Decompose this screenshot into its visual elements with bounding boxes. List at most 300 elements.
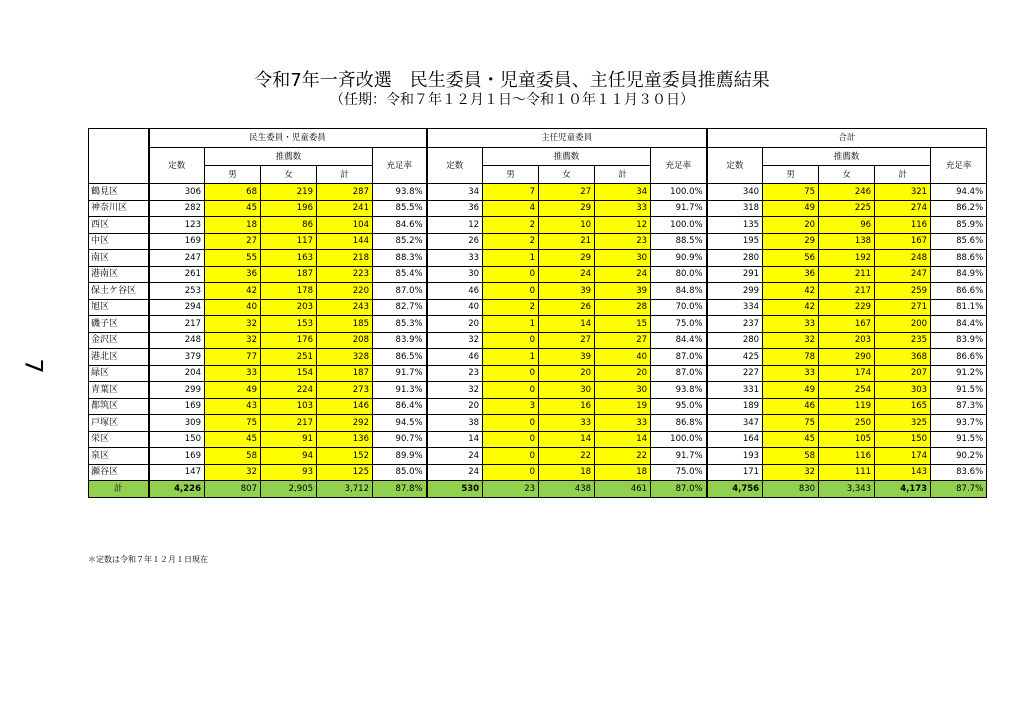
- ward-name-cell: 神奈川区: [89, 200, 149, 217]
- header-male: 男: [205, 166, 261, 184]
- m-sum-cell: 136: [317, 431, 373, 448]
- m-sum-cell: 146: [317, 398, 373, 415]
- t-sum-cell: 259: [875, 283, 931, 300]
- results-table: [88, 128, 987, 498]
- m-teisu-cell: 299: [149, 382, 205, 399]
- t-teisu-cell: 237: [707, 316, 763, 333]
- t-sum-cell: 150: [875, 431, 931, 448]
- m-female-cell: 103: [261, 398, 317, 415]
- t-sum-cell: 174: [875, 448, 931, 465]
- s-sum-cell: 24: [595, 266, 651, 283]
- s-sum-cell: 28: [595, 299, 651, 316]
- t-female-cell: 250: [819, 415, 875, 432]
- header-female: 女: [539, 166, 595, 184]
- s-male-cell: 1: [483, 316, 539, 333]
- t-jusoku-cell: 91.5%: [931, 382, 987, 399]
- t-jusoku-cell: 91.2%: [931, 365, 987, 382]
- table-row: [89, 464, 987, 481]
- t-jusoku-cell: 84.9%: [931, 266, 987, 283]
- s-teisu-cell: 23: [427, 365, 483, 382]
- m-male-cell: 45: [205, 200, 261, 217]
- t-male-cell: 56: [763, 250, 819, 267]
- s-jusoku-cell: 91.7%: [651, 200, 707, 217]
- ward-name-cell: 旭区: [89, 299, 149, 316]
- header-female: 女: [261, 166, 317, 184]
- s-sum-cell: 14: [595, 431, 651, 448]
- m-male-cell: 68: [205, 184, 261, 201]
- ward-name-cell: 保土ケ谷区: [89, 283, 149, 300]
- m-male-cell: 36: [205, 266, 261, 283]
- s-sum-cell: 22: [595, 448, 651, 465]
- m-female-cell: 187: [261, 266, 317, 283]
- m-sum-cell: 223: [317, 266, 373, 283]
- t-teisu-cell: 299: [707, 283, 763, 300]
- t-female-cell: 119: [819, 398, 875, 415]
- s-sum-cell: 30: [595, 250, 651, 267]
- ward-name-cell: 計: [89, 481, 149, 498]
- m-jusoku-cell: 85.3%: [373, 316, 427, 333]
- m-female-cell: 176: [261, 332, 317, 349]
- s-teisu-cell: 12: [427, 217, 483, 234]
- table-row: [89, 233, 987, 250]
- t-male-cell: 75: [763, 184, 819, 201]
- s-jusoku-cell: 70.0%: [651, 299, 707, 316]
- s-teisu-cell: 34: [427, 184, 483, 201]
- t-sum-cell: 207: [875, 365, 931, 382]
- m-male-cell: 18: [205, 217, 261, 234]
- s-sum-cell: 18: [595, 464, 651, 481]
- m-teisu-cell: 379: [149, 349, 205, 366]
- s-jusoku-cell: 75.0%: [651, 316, 707, 333]
- m-teisu-cell: 253: [149, 283, 205, 300]
- s-female-cell: 24: [539, 266, 595, 283]
- m-jusoku-cell: 87.0%: [373, 283, 427, 300]
- m-jusoku-cell: 85.2%: [373, 233, 427, 250]
- table-row: [89, 184, 987, 201]
- t-female-cell: 116: [819, 448, 875, 465]
- table-row: [89, 332, 987, 349]
- t-sum-cell: 271: [875, 299, 931, 316]
- m-jusoku-cell: 91.3%: [373, 382, 427, 399]
- s-jusoku-cell: 87.0%: [651, 481, 707, 498]
- header-male: 男: [483, 166, 539, 184]
- m-male-cell: 27: [205, 233, 261, 250]
- ward-name-cell: 港北区: [89, 349, 149, 366]
- t-teisu-cell: 280: [707, 250, 763, 267]
- m-female-cell: 178: [261, 283, 317, 300]
- t-male-cell: 78: [763, 349, 819, 366]
- m-jusoku-cell: 93.8%: [373, 184, 427, 201]
- header-teisu: 定数: [707, 148, 763, 184]
- s-male-cell: 0: [483, 448, 539, 465]
- m-teisu-cell: 247: [149, 250, 205, 267]
- t-female-cell: 203: [819, 332, 875, 349]
- m-sum-cell: 243: [317, 299, 373, 316]
- t-female-cell: 211: [819, 266, 875, 283]
- t-sum-cell: 368: [875, 349, 931, 366]
- m-sum-cell: 208: [317, 332, 373, 349]
- m-female-cell: 91: [261, 431, 317, 448]
- t-sum-cell: 325: [875, 415, 931, 432]
- s-teisu-cell: 26: [427, 233, 483, 250]
- header-jusoku: 充足率: [373, 148, 427, 184]
- table-row: [89, 415, 987, 432]
- m-female-cell: 153: [261, 316, 317, 333]
- s-teisu-cell: 36: [427, 200, 483, 217]
- s-teisu-cell: 46: [427, 283, 483, 300]
- t-teisu-cell: 189: [707, 398, 763, 415]
- t-male-cell: 46: [763, 398, 819, 415]
- t-male-cell: 20: [763, 217, 819, 234]
- s-jusoku-cell: 80.0%: [651, 266, 707, 283]
- t-female-cell: 229: [819, 299, 875, 316]
- t-female-cell: 290: [819, 349, 875, 366]
- s-female-cell: 438: [539, 481, 595, 498]
- s-male-cell: 23: [483, 481, 539, 498]
- m-female-cell: 163: [261, 250, 317, 267]
- s-female-cell: 39: [539, 349, 595, 366]
- t-teisu-cell: 280: [707, 332, 763, 349]
- m-male-cell: 49: [205, 382, 261, 399]
- m-teisu-cell: 169: [149, 448, 205, 465]
- m-male-cell: 32: [205, 464, 261, 481]
- header-male: 男: [763, 166, 819, 184]
- s-sum-cell: 19: [595, 398, 651, 415]
- t-sum-cell: 116: [875, 217, 931, 234]
- t-teisu-cell: 291: [707, 266, 763, 283]
- t-male-cell: 42: [763, 283, 819, 300]
- table-row: [89, 299, 987, 316]
- s-sum-cell: 34: [595, 184, 651, 201]
- t-male-cell: 32: [763, 332, 819, 349]
- t-female-cell: 96: [819, 217, 875, 234]
- m-jusoku-cell: 84.6%: [373, 217, 427, 234]
- t-teisu-cell: 4,756: [707, 481, 763, 498]
- m-sum-cell: 241: [317, 200, 373, 217]
- t-male-cell: 49: [763, 200, 819, 217]
- t-sum-cell: 303: [875, 382, 931, 399]
- t-teisu-cell: 340: [707, 184, 763, 201]
- s-jusoku-cell: 87.0%: [651, 365, 707, 382]
- s-female-cell: 27: [539, 332, 595, 349]
- t-jusoku-cell: 91.5%: [931, 431, 987, 448]
- t-sum-cell: 248: [875, 250, 931, 267]
- s-female-cell: 21: [539, 233, 595, 250]
- s-female-cell: 20: [539, 365, 595, 382]
- m-sum-cell: 104: [317, 217, 373, 234]
- m-male-cell: 75: [205, 415, 261, 432]
- ward-name-cell: 都筑区: [89, 398, 149, 415]
- m-male-cell: 42: [205, 283, 261, 300]
- m-female-cell: 217: [261, 415, 317, 432]
- s-jusoku-cell: 84.8%: [651, 283, 707, 300]
- header-group-minsei: 民生委員・児童委員: [149, 129, 427, 148]
- header-teisu: 定数: [149, 148, 205, 184]
- m-sum-cell: 220: [317, 283, 373, 300]
- m-female-cell: 86: [261, 217, 317, 234]
- t-sum-cell: 4,173: [875, 481, 931, 498]
- s-jusoku-cell: 91.7%: [651, 448, 707, 465]
- m-jusoku-cell: 90.7%: [373, 431, 427, 448]
- m-female-cell: 219: [261, 184, 317, 201]
- m-sum-cell: 3,712: [317, 481, 373, 498]
- table-body: [89, 184, 987, 498]
- s-male-cell: 2: [483, 217, 539, 234]
- m-teisu-cell: 204: [149, 365, 205, 382]
- s-teisu-cell: 24: [427, 464, 483, 481]
- s-female-cell: 33: [539, 415, 595, 432]
- header-suisen: 推薦数: [205, 148, 373, 166]
- m-teisu-cell: 4,226: [149, 481, 205, 498]
- ward-name-cell: 金沢区: [89, 332, 149, 349]
- s-male-cell: 7: [483, 184, 539, 201]
- m-jusoku-cell: 94.5%: [373, 415, 427, 432]
- s-jusoku-cell: 93.8%: [651, 382, 707, 399]
- table-row: [89, 266, 987, 283]
- s-jusoku-cell: 75.0%: [651, 464, 707, 481]
- s-male-cell: 0: [483, 382, 539, 399]
- table-row: [89, 217, 987, 234]
- s-male-cell: 0: [483, 283, 539, 300]
- m-female-cell: 196: [261, 200, 317, 217]
- m-teisu-cell: 248: [149, 332, 205, 349]
- page-title: 令和7年一斉改選 民生委員・児童委員、主任児童委員推薦結果: [254, 70, 770, 91]
- m-female-cell: 93: [261, 464, 317, 481]
- m-jusoku-cell: 85.5%: [373, 200, 427, 217]
- s-teisu-cell: 30: [427, 266, 483, 283]
- t-jusoku-cell: 94.4%: [931, 184, 987, 201]
- s-male-cell: 0: [483, 464, 539, 481]
- table-row: [89, 316, 987, 333]
- t-female-cell: 225: [819, 200, 875, 217]
- t-male-cell: 33: [763, 316, 819, 333]
- t-jusoku-cell: 88.6%: [931, 250, 987, 267]
- s-sum-cell: 33: [595, 200, 651, 217]
- m-female-cell: 203: [261, 299, 317, 316]
- s-male-cell: 3: [483, 398, 539, 415]
- s-jusoku-cell: 100.0%: [651, 431, 707, 448]
- t-male-cell: 32: [763, 464, 819, 481]
- m-sum-cell: 144: [317, 233, 373, 250]
- header-suisen: 推薦数: [483, 148, 651, 166]
- s-female-cell: 14: [539, 431, 595, 448]
- t-female-cell: 3,343: [819, 481, 875, 498]
- s-female-cell: 29: [539, 200, 595, 217]
- t-teisu-cell: 195: [707, 233, 763, 250]
- page-subtitle: （任期：令和７年１２月１日～令和１０年１１月３０日）: [330, 92, 694, 108]
- header-jusoku: 充足率: [931, 148, 987, 184]
- s-sum-cell: 15: [595, 316, 651, 333]
- s-female-cell: 14: [539, 316, 595, 333]
- t-jusoku-cell: 86.2%: [931, 200, 987, 217]
- t-male-cell: 42: [763, 299, 819, 316]
- m-male-cell: 77: [205, 349, 261, 366]
- s-female-cell: 10: [539, 217, 595, 234]
- t-female-cell: 105: [819, 431, 875, 448]
- s-female-cell: 22: [539, 448, 595, 465]
- t-teisu-cell: 331: [707, 382, 763, 399]
- s-sum-cell: 39: [595, 283, 651, 300]
- t-jusoku-cell: 83.9%: [931, 332, 987, 349]
- s-teisu-cell: 14: [427, 431, 483, 448]
- s-teisu-cell: 33: [427, 250, 483, 267]
- header-female: 女: [819, 166, 875, 184]
- t-sum-cell: 247: [875, 266, 931, 283]
- t-sum-cell: 274: [875, 200, 931, 217]
- m-female-cell: 94: [261, 448, 317, 465]
- t-female-cell: 167: [819, 316, 875, 333]
- s-sum-cell: 40: [595, 349, 651, 366]
- table-row: [89, 398, 987, 415]
- m-jusoku-cell: 91.7%: [373, 365, 427, 382]
- ward-name-cell: 泉区: [89, 448, 149, 465]
- m-jusoku-cell: 88.3%: [373, 250, 427, 267]
- ward-name-cell: 港南区: [89, 266, 149, 283]
- s-jusoku-cell: 87.0%: [651, 349, 707, 366]
- t-sum-cell: 143: [875, 464, 931, 481]
- t-female-cell: 217: [819, 283, 875, 300]
- s-teisu-cell: 20: [427, 316, 483, 333]
- s-sum-cell: 27: [595, 332, 651, 349]
- s-male-cell: 0: [483, 266, 539, 283]
- m-teisu-cell: 309: [149, 415, 205, 432]
- s-male-cell: 1: [483, 349, 539, 366]
- s-teisu-cell: 40: [427, 299, 483, 316]
- table-row: [89, 283, 987, 300]
- s-female-cell: 26: [539, 299, 595, 316]
- m-male-cell: 40: [205, 299, 261, 316]
- m-teisu-cell: 123: [149, 217, 205, 234]
- s-jusoku-cell: 90.9%: [651, 250, 707, 267]
- s-sum-cell: 30: [595, 382, 651, 399]
- s-female-cell: 30: [539, 382, 595, 399]
- t-male-cell: 45: [763, 431, 819, 448]
- t-teisu-cell: 135: [707, 217, 763, 234]
- t-teisu-cell: 318: [707, 200, 763, 217]
- t-male-cell: 33: [763, 365, 819, 382]
- m-jusoku-cell: 83.9%: [373, 332, 427, 349]
- s-sum-cell: 33: [595, 415, 651, 432]
- table-row: [89, 431, 987, 448]
- s-teisu-cell: 32: [427, 382, 483, 399]
- s-teisu-cell: 38: [427, 415, 483, 432]
- s-male-cell: 1: [483, 250, 539, 267]
- m-teisu-cell: 282: [149, 200, 205, 217]
- header-group-shunin: 主任児童委員: [427, 129, 707, 148]
- t-male-cell: 58: [763, 448, 819, 465]
- t-teisu-cell: 334: [707, 299, 763, 316]
- m-female-cell: 2,905: [261, 481, 317, 498]
- t-jusoku-cell: 84.4%: [931, 316, 987, 333]
- t-female-cell: 174: [819, 365, 875, 382]
- t-female-cell: 246: [819, 184, 875, 201]
- t-sum-cell: 321: [875, 184, 931, 201]
- ward-name-cell: 南区: [89, 250, 149, 267]
- t-female-cell: 111: [819, 464, 875, 481]
- header-sum: 計: [595, 166, 651, 184]
- t-teisu-cell: 227: [707, 365, 763, 382]
- s-teisu-cell: 530: [427, 481, 483, 498]
- ward-name-cell: 栄区: [89, 431, 149, 448]
- s-teisu-cell: 20: [427, 398, 483, 415]
- t-jusoku-cell: 85.6%: [931, 233, 987, 250]
- s-female-cell: 16: [539, 398, 595, 415]
- table-row: [89, 448, 987, 465]
- m-sum-cell: 328: [317, 349, 373, 366]
- s-jusoku-cell: 95.0%: [651, 398, 707, 415]
- t-sum-cell: 165: [875, 398, 931, 415]
- m-sum-cell: 187: [317, 365, 373, 382]
- ward-name-cell: 緑区: [89, 365, 149, 382]
- t-jusoku-cell: 90.2%: [931, 448, 987, 465]
- m-jusoku-cell: 89.9%: [373, 448, 427, 465]
- s-female-cell: 29: [539, 250, 595, 267]
- m-teisu-cell: 306: [149, 184, 205, 201]
- s-teisu-cell: 24: [427, 448, 483, 465]
- t-male-cell: 36: [763, 266, 819, 283]
- t-jusoku-cell: 87.7%: [931, 481, 987, 498]
- m-female-cell: 117: [261, 233, 317, 250]
- header-sum: 計: [317, 166, 373, 184]
- ward-name-cell: 戸塚区: [89, 415, 149, 432]
- t-teisu-cell: 164: [707, 431, 763, 448]
- header-sum: 計: [875, 166, 931, 184]
- s-male-cell: 0: [483, 332, 539, 349]
- ward-name-cell: 瀬谷区: [89, 464, 149, 481]
- table-row: [89, 250, 987, 267]
- m-female-cell: 251: [261, 349, 317, 366]
- s-jusoku-cell: 88.5%: [651, 233, 707, 250]
- m-sum-cell: 185: [317, 316, 373, 333]
- t-jusoku-cell: 86.6%: [931, 349, 987, 366]
- s-teisu-cell: 32: [427, 332, 483, 349]
- t-male-cell: 29: [763, 233, 819, 250]
- s-male-cell: 2: [483, 299, 539, 316]
- m-jusoku-cell: 85.0%: [373, 464, 427, 481]
- t-female-cell: 192: [819, 250, 875, 267]
- footnote: ＊定数は令和７年１２月１日現在: [88, 555, 208, 564]
- m-sum-cell: 218: [317, 250, 373, 267]
- t-jusoku-cell: 81.1%: [931, 299, 987, 316]
- s-sum-cell: 23: [595, 233, 651, 250]
- t-jusoku-cell: 83.6%: [931, 464, 987, 481]
- header-teisu: 定数: [427, 148, 483, 184]
- s-male-cell: 0: [483, 431, 539, 448]
- ward-name-cell: 青葉区: [89, 382, 149, 399]
- ward-name-cell: 磯子区: [89, 316, 149, 333]
- m-teisu-cell: 217: [149, 316, 205, 333]
- table-row: [89, 365, 987, 382]
- m-male-cell: 33: [205, 365, 261, 382]
- s-jusoku-cell: 100.0%: [651, 184, 707, 201]
- t-female-cell: 254: [819, 382, 875, 399]
- m-sum-cell: 273: [317, 382, 373, 399]
- s-sum-cell: 20: [595, 365, 651, 382]
- t-sum-cell: 167: [875, 233, 931, 250]
- t-jusoku-cell: 85.9%: [931, 217, 987, 234]
- s-sum-cell: 461: [595, 481, 651, 498]
- t-teisu-cell: 193: [707, 448, 763, 465]
- t-jusoku-cell: 87.3%: [931, 398, 987, 415]
- total-row: [89, 481, 987, 498]
- m-teisu-cell: 261: [149, 266, 205, 283]
- s-male-cell: 0: [483, 415, 539, 432]
- header-suisen: 推薦数: [763, 148, 931, 166]
- m-jusoku-cell: 86.5%: [373, 349, 427, 366]
- t-male-cell: 75: [763, 415, 819, 432]
- m-teisu-cell: 150: [149, 431, 205, 448]
- t-teisu-cell: 171: [707, 464, 763, 481]
